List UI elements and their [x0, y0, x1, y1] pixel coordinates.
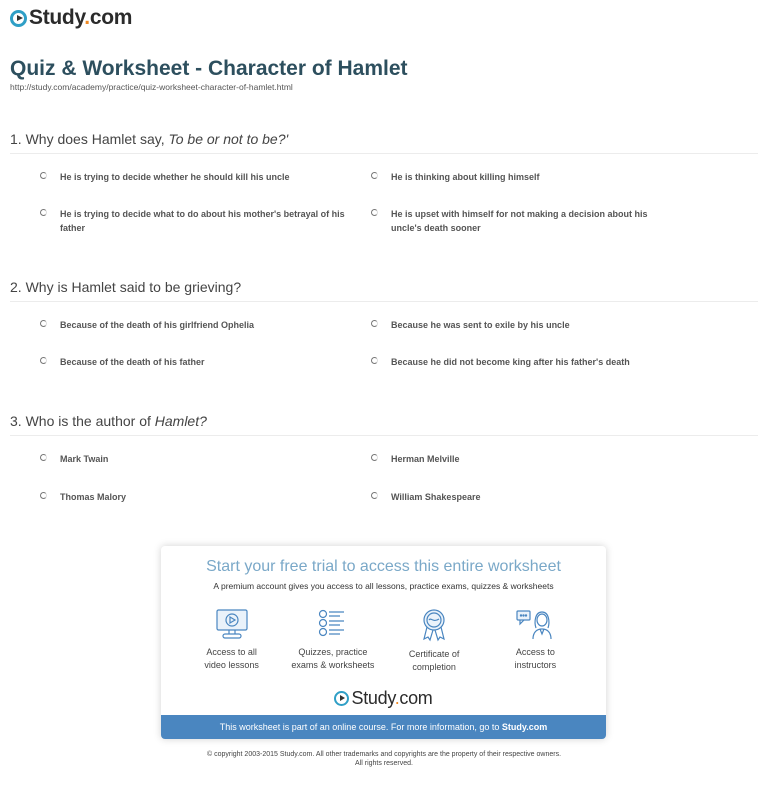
question-title: 3. Who is the author of Hamlet? [10, 413, 758, 436]
play-circle-icon [334, 691, 349, 706]
question-title: 1. Why does Hamlet say, To be or not to be?' [10, 131, 758, 154]
logo-text: Study.com [29, 6, 133, 29]
answer-option[interactable]: He is upset with himself for not making a decision about his uncle's death sooner [371, 207, 671, 235]
course-info-bar: This worksheet is part of an online course. For more information, go to Study.com [161, 715, 606, 739]
copyright-notice: © copyright 2003-2015 Study.com. All other trademarks and copyrights are the property of their respective owners. All rights reserved. [206, 751, 562, 767]
question-3 [10, 413, 758, 502]
page-title: Quiz & Worksheet - Character of Hamlet [10, 57, 408, 80]
radio-button[interactable] [40, 172, 47, 179]
answer-option[interactable]: He is trying to decide whether he should kill his uncle [40, 170, 340, 184]
feature-instructors: Access to instructors [485, 608, 585, 674]
radio-button[interactable] [40, 454, 47, 461]
instructor-chat-icon [516, 608, 554, 640]
radio-button[interactable] [371, 492, 378, 499]
quiz-list-icon [316, 608, 350, 640]
radio-button[interactable] [371, 209, 378, 216]
feature-certificate: Certificate of completion [384, 608, 484, 674]
play-circle-icon [10, 10, 27, 27]
promo-study-logo[interactable] [161, 688, 606, 709]
promo-title[interactable]: Start your free trial to access this entire worksheet [206, 558, 561, 575]
radio-button[interactable] [40, 209, 47, 216]
feature-video-lessons: Access to all video lessons [182, 608, 282, 674]
study-logo[interactable] [10, 6, 132, 30]
answer-option[interactable]: He is trying to decide what to do about his mother's betrayal of his father [40, 207, 350, 235]
answer-option[interactable]: William Shakespeare [371, 490, 671, 504]
radio-button[interactable] [40, 492, 47, 499]
feature-list [161, 608, 606, 674]
question-1 [10, 131, 758, 233]
radio-button[interactable] [371, 320, 378, 327]
answer-option[interactable]: Mark Twain [40, 452, 340, 466]
answer-option[interactable]: Because he did not become king after his father's death [371, 355, 691, 369]
study-com-link[interactable]: Study.com [501, 722, 548, 732]
free-trial-promo [161, 546, 606, 739]
radio-button[interactable] [371, 454, 378, 461]
answer-option[interactable]: Because of the death of his father [40, 355, 340, 369]
answer-option[interactable]: He is thinking about killing himself [371, 170, 671, 184]
answer-option[interactable]: Because he was sent to exile by his uncle [371, 318, 691, 332]
logo-text: Study.com [351, 688, 433, 708]
radio-button[interactable] [371, 172, 378, 179]
answer-option[interactable]: Because of the death of his girlfriend Ophelia [40, 318, 340, 332]
feature-quizzes: Quizzes, practice exams & worksheets [283, 608, 383, 674]
question-2 [10, 279, 758, 367]
promo-subtitle: A premium account gives you access to all lessons, practice exams, quizzes & worksheets [213, 581, 554, 591]
answer-option[interactable]: Thomas Malory [40, 490, 340, 504]
question-title: 2. Why is Hamlet said to be grieving? [10, 279, 758, 302]
answer-option[interactable]: Herman Melville [371, 452, 671, 466]
video-monitor-icon [215, 608, 249, 640]
radio-button[interactable] [40, 320, 47, 327]
radio-button[interactable] [40, 357, 47, 364]
certificate-ribbon-icon [417, 608, 451, 642]
page-url: http://study.com/academy/practice/quiz-worksheet-character-of-hamlet.html [10, 82, 293, 92]
radio-button[interactable] [371, 357, 378, 364]
